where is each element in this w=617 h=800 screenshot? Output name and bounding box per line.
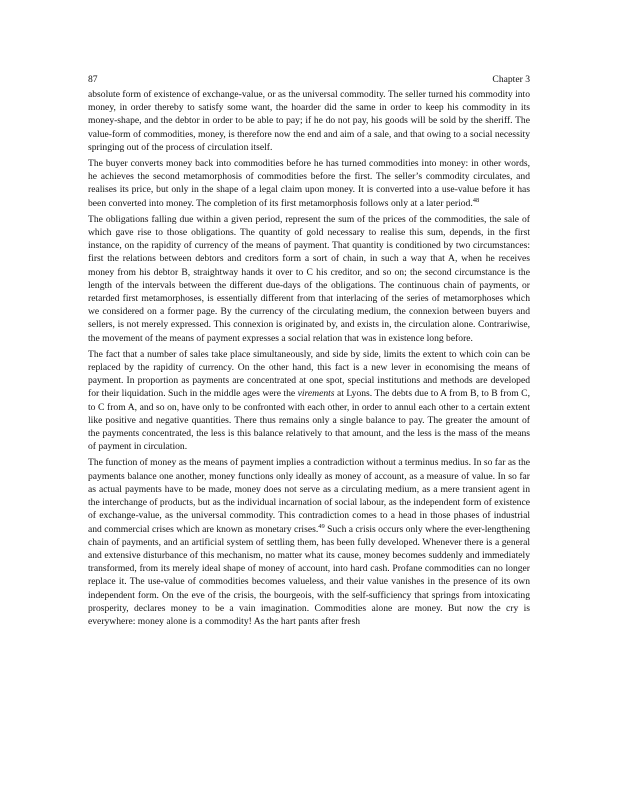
document-page [88, 73, 530, 628]
paragraph-text: The function of money as the means of payment implies a contradiction without a terminus medius. In so far as the payments balance one another, money functions only ideally as money of account, as a measure of value. In so far as actual payments have to be made, money does not serve as a circulating medium, as a mere transient agent in the interchange of products, but as the individual incarnation of social labour, as the independent form of existence of exchange-value, as the universal commodity. This contradiction comes to a head in those phases of industrial and commercial crises which are known as monetary crises. [88, 457, 530, 535]
footnote-ref-48[interactable]: 48 [472, 196, 480, 204]
paragraph-4 [88, 348, 530, 454]
italic-term-virements: virements [297, 388, 335, 400]
paragraph-1 [88, 88, 530, 154]
paragraph-5 [88, 456, 530, 628]
paragraph-3 [88, 213, 530, 345]
paragraph-text: The fact that a number of sales take place simultaneously, and side by side, limits the extent to which coin can be replaced by the rapidity of currency. On the other hand, this fact is a new lever in economising the means of payment. In proportion as payments are concentrated at one spot, special institutions and methods are developed for their liquidation. Such in the middle ages were the [88, 348, 530, 400]
running-header [88, 73, 530, 87]
page-number: 87 [88, 74, 98, 85]
paragraph-2 [88, 157, 530, 210]
paragraph-text: at Lyons. The debts due to A from B, to B from C, to C from A, and so on, have only to be confronted with each other, in order to annul each other to a certain extent like positive and negative quantities. There thus remains only a single balance to pay. The greater the amount of the payments concentrated, the less is this balance relatively to that amount, and the less is the mass of the means of payment in circulation. [88, 388, 530, 453]
footnote-ref-49[interactable]: 49 [318, 522, 325, 530]
paragraph-text: The obligations falling due within a given period, represent the sum of the prices of the commodities, the sale of which gave rise to those obligations. The quantity of gold necessary to realise this sum, depends, in the first instance, on the rapidity of currency of the means of payment. That quantity is conditioned by two circumstances: first the relations between debtors and creditors form a sort of chain, in such a way that A, when he receives money from his debtor B, straightway hands it over to C his creditor, and so on; the second circumstance is the length of the intervals between the different due-days of the obligations. The continuous chain of payments, or retarded first metamorphoses, is essentially different from that interlacing of the series of metamorphoses which we considered on a former page. By the currency of the circulating medium, the connexion between buyers and sellers, is not merely expressed. This connexion is originated by, and exists in, the circulation alone. Contrariwise, the movement of the means of payment expresses a social relation that was in existence long before. [88, 213, 530, 344]
chapter-label: Chapter 3 [492, 74, 530, 85]
paragraph-text: Such a crisis occurs only where the ever-lengthening chain of payments, and an artificial system of settling them, has been fully developed. Whenever there is a general and extensive disturbance of this mechanism, no matter what its cause, money becomes suddenly and immediately transformed, from its merely ideal shape of money of account, into hard cash. Profane commodities can no longer replace it. The use-value of commodities becomes valueless, and their value vanishes in the presence of its own independent form. On the eve of the crisis, the bourgeois, with the self-sufficiency that springs from intoxicating prosperity, declares money to be a vain imagination. Commodities alone are money. But now the cry is everywhere: money alone is a commodity! As the hart pants after fresh [88, 523, 530, 627]
paragraph-text: The buyer converts money back into commodities before he has turned commodities into money: in other words, he achieves the second metamorphosis of commodities before the first. The seller’s commodity circulates, and realises its price, but only in the shape of a legal claim upon money. It is converted into a use-value before it has been converted into money. The completion of its first metamorphosis follows only at a later period. [88, 158, 530, 209]
paragraph-text: absolute form of existence of exchange-value, or as the universal commodity. The seller turned his commodity into money, in order thereby to satisfy some want, the hoarder did the same in order to keep his commodity in its money-shape, and the debtor in order to be able to pay; if he do not pay, his goods will be sold by the sheriff. The value-form of commodities, money, is therefore now the end and aim of a sale, and that owing to a social necessity springing out of the process of circulation itself. [88, 89, 530, 153]
